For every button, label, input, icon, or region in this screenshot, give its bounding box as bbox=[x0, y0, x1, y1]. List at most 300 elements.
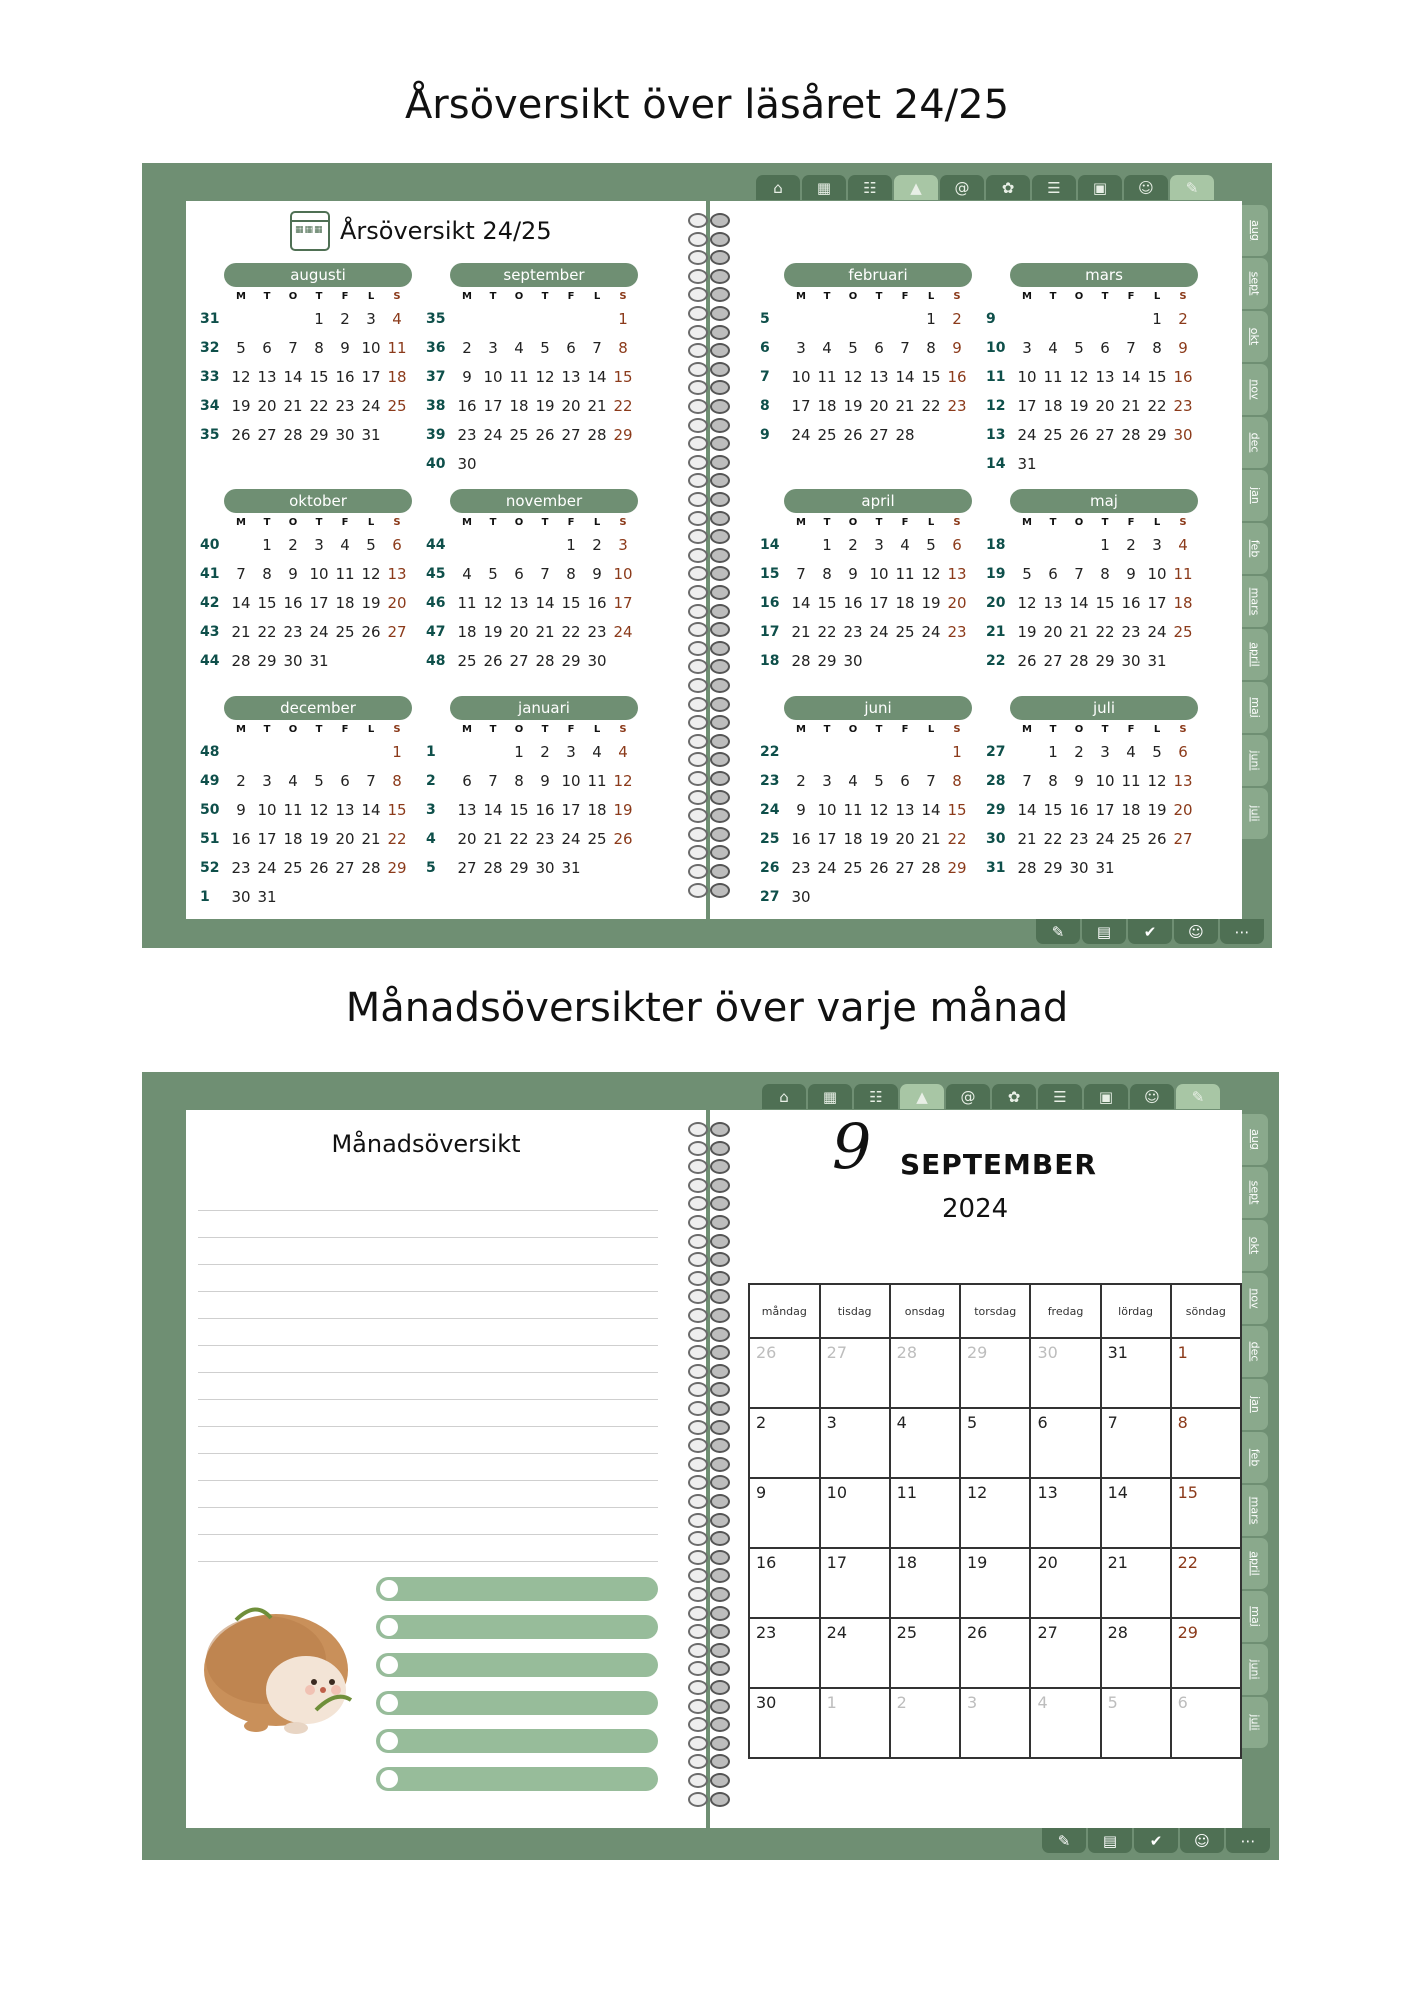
day-cell[interactable]: 13 bbox=[947, 565, 967, 583]
side-tab-april[interactable] bbox=[1242, 1538, 1268, 1589]
day-cell[interactable]: 21 bbox=[361, 830, 381, 848]
day-cell[interactable] bbox=[584, 305, 610, 334]
calendar-day-cell[interactable]: 12 bbox=[960, 1478, 1030, 1548]
note-line[interactable] bbox=[198, 1507, 658, 1508]
day-cell[interactable]: 12 bbox=[843, 368, 863, 386]
day-cell[interactable]: 12 bbox=[869, 801, 889, 819]
day-cell[interactable]: 28 bbox=[921, 859, 941, 877]
day-cell[interactable] bbox=[892, 305, 918, 334]
day-cell[interactable]: 17 bbox=[1095, 801, 1115, 819]
day-cell[interactable]: 2 bbox=[1126, 536, 1136, 554]
calendar-day-cell[interactable]: 6 bbox=[1171, 1688, 1241, 1758]
day-cell[interactable]: 12 bbox=[613, 772, 633, 790]
day-cell[interactable]: 10 bbox=[1095, 772, 1115, 790]
day-cell[interactable]: 19 bbox=[309, 830, 329, 848]
day-cell[interactable]: 21 bbox=[791, 623, 811, 641]
day-cell[interactable]: 29 bbox=[613, 426, 633, 444]
day-cell[interactable]: 9 bbox=[340, 339, 350, 357]
day-cell[interactable]: 15 bbox=[1043, 801, 1063, 819]
day-cell[interactable]: 1 bbox=[1048, 743, 1058, 761]
day-cell[interactable]: 10 bbox=[791, 368, 811, 386]
planning-icon[interactable]: ☷ bbox=[848, 175, 892, 200]
day-cell[interactable] bbox=[944, 883, 970, 912]
day-cell[interactable]: 18 bbox=[509, 397, 529, 415]
day-cell[interactable]: 4 bbox=[900, 536, 910, 554]
print-icon[interactable]: ▤ bbox=[1082, 919, 1126, 944]
month-header[interactable]: juli bbox=[1010, 696, 1198, 720]
home-icon[interactable]: ⌂ bbox=[756, 175, 800, 200]
day-cell[interactable]: 10 bbox=[561, 772, 581, 790]
day-cell[interactable]: 24 bbox=[361, 397, 381, 415]
day-cell[interactable]: 6 bbox=[874, 339, 884, 357]
calendar-day-cell[interactable]: 28 bbox=[890, 1338, 960, 1408]
notes-lines[interactable] bbox=[198, 1210, 658, 1588]
day-cell[interactable]: 10 bbox=[1147, 565, 1167, 583]
day-cell[interactable]: 5 bbox=[314, 772, 324, 790]
day-cell[interactable]: 22 bbox=[921, 397, 941, 415]
calendar-day-cell[interactable]: 20 bbox=[1030, 1548, 1100, 1618]
day-cell[interactable]: 1 bbox=[926, 310, 936, 328]
day-cell[interactable]: 25 bbox=[283, 859, 303, 877]
day-cell[interactable]: 17 bbox=[361, 368, 381, 386]
calendar-day-cell[interactable]: 29 bbox=[1171, 1618, 1241, 1688]
calendar-day-cell[interactable]: 29 bbox=[960, 1338, 1030, 1408]
day-cell[interactable]: 5 bbox=[540, 339, 550, 357]
day-cell[interactable]: 24 bbox=[483, 426, 503, 444]
day-cell[interactable]: 12 bbox=[1147, 772, 1167, 790]
day-cell[interactable]: 31 bbox=[561, 859, 581, 877]
day-cell[interactable]: 19 bbox=[921, 594, 941, 612]
day-cell[interactable]: 28 bbox=[1017, 859, 1037, 877]
day-cell[interactable]: 4 bbox=[1178, 536, 1188, 554]
day-cell[interactable] bbox=[384, 883, 410, 912]
side-tab-juni[interactable] bbox=[1242, 735, 1268, 786]
calendar-day-cell[interactable]: 30 bbox=[749, 1688, 820, 1758]
day-cell[interactable]: 26 bbox=[483, 652, 503, 670]
side-tab-aug[interactable] bbox=[1242, 1114, 1268, 1165]
day-cell[interactable]: 14 bbox=[361, 801, 381, 819]
day-cell[interactable] bbox=[1066, 531, 1092, 560]
home-icon[interactable]: ⌂ bbox=[762, 1084, 806, 1109]
day-cell[interactable] bbox=[332, 883, 358, 912]
note-line[interactable] bbox=[198, 1399, 658, 1400]
calendar-day-cell[interactable]: 8 bbox=[1171, 1408, 1241, 1478]
day-cell[interactable] bbox=[506, 531, 532, 560]
note-line[interactable] bbox=[198, 1210, 658, 1211]
day-cell[interactable]: 20 bbox=[257, 397, 277, 415]
note-line[interactable] bbox=[198, 1480, 658, 1481]
day-cell[interactable]: 23 bbox=[457, 426, 477, 444]
checklist-item[interactable] bbox=[376, 1729, 658, 1753]
day-cell[interactable] bbox=[480, 305, 506, 334]
day-cell[interactable]: 8 bbox=[314, 339, 324, 357]
day-cell[interactable]: 3 bbox=[1022, 339, 1032, 357]
day-cell[interactable]: 28 bbox=[587, 426, 607, 444]
day-cell[interactable]: 7 bbox=[926, 772, 936, 790]
day-cell[interactable] bbox=[280, 883, 306, 912]
day-cell[interactable]: 7 bbox=[1126, 339, 1136, 357]
day-cell[interactable]: 16 bbox=[587, 594, 607, 612]
month-header[interactable]: november bbox=[450, 489, 638, 513]
month-header[interactable]: december bbox=[224, 696, 412, 720]
day-cell[interactable] bbox=[454, 738, 480, 767]
day-cell[interactable]: 6 bbox=[340, 772, 350, 790]
day-cell[interactable]: 1 bbox=[314, 310, 324, 328]
day-cell[interactable] bbox=[814, 305, 840, 334]
day-cell[interactable] bbox=[1066, 305, 1092, 334]
day-cell[interactable]: 15 bbox=[947, 801, 967, 819]
day-cell[interactable]: 19 bbox=[231, 397, 251, 415]
day-cell[interactable] bbox=[306, 738, 332, 767]
note-line[interactable] bbox=[198, 1291, 658, 1292]
day-cell[interactable]: 4 bbox=[618, 743, 628, 761]
day-cell[interactable] bbox=[1144, 854, 1170, 883]
day-cell[interactable]: 16 bbox=[947, 368, 967, 386]
day-cell[interactable]: 8 bbox=[514, 772, 524, 790]
day-cell[interactable]: 17 bbox=[561, 801, 581, 819]
notes-icon[interactable]: ✎ bbox=[1042, 1828, 1086, 1853]
calendar-icon[interactable]: ▦ bbox=[808, 1084, 852, 1109]
day-cell[interactable]: 17 bbox=[817, 830, 837, 848]
day-cell[interactable]: 19 bbox=[1017, 623, 1037, 641]
day-cell[interactable]: 1 bbox=[1152, 310, 1162, 328]
day-cell[interactable]: 30 bbox=[1069, 859, 1089, 877]
day-cell[interactable]: 12 bbox=[1017, 594, 1037, 612]
day-cell[interactable] bbox=[280, 305, 306, 334]
calendar-day-cell[interactable]: 3 bbox=[960, 1688, 1030, 1758]
day-cell[interactable]: 13 bbox=[457, 801, 477, 819]
day-cell[interactable]: 4 bbox=[1048, 339, 1058, 357]
month-header[interactable]: september bbox=[450, 263, 638, 287]
day-cell[interactable]: 2 bbox=[848, 536, 858, 554]
day-cell[interactable]: 30 bbox=[1173, 426, 1193, 444]
day-cell[interactable]: 30 bbox=[335, 426, 355, 444]
calendar-day-cell[interactable]: 23 bbox=[749, 1618, 820, 1688]
day-cell[interactable] bbox=[506, 450, 532, 479]
day-cell[interactable]: 13 bbox=[1095, 368, 1115, 386]
day-cell[interactable]: 28 bbox=[231, 652, 251, 670]
side-tab-dec[interactable] bbox=[1242, 1326, 1268, 1377]
group-icon[interactable]: ✿ bbox=[992, 1084, 1036, 1109]
day-cell[interactable] bbox=[866, 647, 892, 676]
day-cell[interactable] bbox=[480, 531, 506, 560]
day-cell[interactable]: 26 bbox=[535, 426, 555, 444]
day-cell[interactable]: 14 bbox=[1069, 594, 1089, 612]
day-cell[interactable]: 23 bbox=[231, 859, 251, 877]
day-cell[interactable]: 15 bbox=[1147, 368, 1167, 386]
day-cell[interactable]: 26 bbox=[1017, 652, 1037, 670]
calendar-day-cell[interactable]: 14 bbox=[1101, 1478, 1171, 1548]
day-cell[interactable]: 1 bbox=[952, 743, 962, 761]
day-cell[interactable]: 18 bbox=[843, 830, 863, 848]
day-cell[interactable]: 10 bbox=[613, 565, 633, 583]
day-cell[interactable]: 18 bbox=[817, 397, 837, 415]
day-cell[interactable]: 1 bbox=[262, 536, 272, 554]
timetable-icon[interactable]: ☰ bbox=[1032, 175, 1076, 200]
day-cell[interactable]: 11 bbox=[1043, 368, 1063, 386]
day-cell[interactable]: 1 bbox=[618, 310, 628, 328]
month-header[interactable]: mars bbox=[1010, 263, 1198, 287]
day-cell[interactable]: 25 bbox=[457, 652, 477, 670]
day-cell[interactable]: 11 bbox=[457, 594, 477, 612]
print-icon[interactable]: ▤ bbox=[1088, 1828, 1132, 1853]
day-cell[interactable]: 30 bbox=[843, 652, 863, 670]
day-cell[interactable]: 3 bbox=[1152, 536, 1162, 554]
day-cell[interactable] bbox=[788, 738, 814, 767]
timetable-icon[interactable]: ☰ bbox=[1038, 1084, 1082, 1109]
day-cell[interactable]: 5 bbox=[236, 339, 246, 357]
day-cell[interactable]: 13 bbox=[561, 368, 581, 386]
day-cell[interactable]: 13 bbox=[895, 801, 915, 819]
side-tab-nov[interactable] bbox=[1242, 364, 1268, 415]
day-cell[interactable]: 13 bbox=[387, 565, 407, 583]
month-header[interactable]: oktober bbox=[224, 489, 412, 513]
graduation-icon[interactable]: ▲ bbox=[894, 175, 938, 200]
day-cell[interactable]: 8 bbox=[822, 565, 832, 583]
day-cell[interactable] bbox=[918, 421, 944, 450]
day-cell[interactable]: 8 bbox=[618, 339, 628, 357]
checklist-item[interactable] bbox=[376, 1615, 658, 1639]
calendar-day-cell[interactable]: 24 bbox=[820, 1618, 890, 1688]
day-cell[interactable] bbox=[1118, 450, 1144, 479]
day-cell[interactable]: 19 bbox=[361, 594, 381, 612]
day-cell[interactable]: 16 bbox=[1173, 368, 1193, 386]
day-cell[interactable]: 24 bbox=[1017, 426, 1037, 444]
day-cell[interactable]: 23 bbox=[335, 397, 355, 415]
day-cell[interactable]: 26 bbox=[613, 830, 633, 848]
day-cell[interactable]: 26 bbox=[1069, 426, 1089, 444]
day-cell[interactable]: 23 bbox=[843, 623, 863, 641]
day-cell[interactable]: 5 bbox=[366, 536, 376, 554]
day-cell[interactable] bbox=[228, 738, 254, 767]
day-cell[interactable]: 3 bbox=[366, 310, 376, 328]
day-cell[interactable]: 3 bbox=[566, 743, 576, 761]
side-tab-mars[interactable] bbox=[1242, 576, 1268, 627]
day-cell[interactable]: 24 bbox=[791, 426, 811, 444]
day-cell[interactable]: 20 bbox=[1173, 801, 1193, 819]
email-icon[interactable]: @ bbox=[940, 175, 984, 200]
day-cell[interactable]: 16 bbox=[457, 397, 477, 415]
day-cell[interactable]: 22 bbox=[561, 623, 581, 641]
day-cell[interactable]: 9 bbox=[236, 801, 246, 819]
day-cell[interactable]: 16 bbox=[283, 594, 303, 612]
day-cell[interactable]: 21 bbox=[283, 397, 303, 415]
day-cell[interactable]: 2 bbox=[462, 339, 472, 357]
planning-icon[interactable]: ☷ bbox=[854, 1084, 898, 1109]
calendar-day-cell[interactable]: 19 bbox=[960, 1548, 1030, 1618]
day-cell[interactable]: 17 bbox=[483, 397, 503, 415]
day-cell[interactable] bbox=[454, 531, 480, 560]
day-cell[interactable]: 6 bbox=[1048, 565, 1058, 583]
day-cell[interactable]: 28 bbox=[1069, 652, 1089, 670]
day-cell[interactable]: 26 bbox=[231, 426, 251, 444]
day-cell[interactable]: 3 bbox=[822, 772, 832, 790]
calendar-day-cell[interactable]: 1 bbox=[820, 1688, 890, 1758]
day-cell[interactable] bbox=[384, 421, 410, 450]
month-header[interactable]: april bbox=[784, 489, 972, 513]
side-tab-feb[interactable] bbox=[1242, 523, 1268, 574]
day-cell[interactable]: 27 bbox=[257, 426, 277, 444]
day-cell[interactable] bbox=[558, 305, 584, 334]
day-cell[interactable]: 15 bbox=[561, 594, 581, 612]
day-cell[interactable]: 13 bbox=[869, 368, 889, 386]
side-tab-juli[interactable] bbox=[1242, 788, 1268, 839]
day-cell[interactable]: 16 bbox=[535, 801, 555, 819]
day-cell[interactable]: 22 bbox=[387, 830, 407, 848]
day-cell[interactable]: 15 bbox=[309, 368, 329, 386]
day-cell[interactable] bbox=[944, 647, 970, 676]
day-cell[interactable]: 15 bbox=[387, 801, 407, 819]
day-cell[interactable]: 24 bbox=[817, 859, 837, 877]
day-cell[interactable]: 2 bbox=[952, 310, 962, 328]
day-cell[interactable] bbox=[840, 738, 866, 767]
calendar-day-cell[interactable]: 10 bbox=[820, 1478, 890, 1548]
day-cell[interactable]: 25 bbox=[843, 859, 863, 877]
calendar-day-cell[interactable]: 2 bbox=[890, 1688, 960, 1758]
day-cell[interactable]: 14 bbox=[231, 594, 251, 612]
day-cell[interactable]: 6 bbox=[900, 772, 910, 790]
day-cell[interactable]: 31 bbox=[1147, 652, 1167, 670]
day-cell[interactable]: 9 bbox=[952, 339, 962, 357]
day-cell[interactable] bbox=[228, 305, 254, 334]
calendar-day-cell[interactable]: 27 bbox=[820, 1338, 890, 1408]
day-cell[interactable]: 28 bbox=[1121, 426, 1141, 444]
day-cell[interactable]: 6 bbox=[566, 339, 576, 357]
day-cell[interactable]: 14 bbox=[283, 368, 303, 386]
day-cell[interactable]: 10 bbox=[817, 801, 837, 819]
side-tab-april[interactable] bbox=[1242, 629, 1268, 680]
day-cell[interactable]: 20 bbox=[869, 397, 889, 415]
day-cell[interactable]: 24 bbox=[869, 623, 889, 641]
day-cell[interactable]: 3 bbox=[262, 772, 272, 790]
day-cell[interactable]: 18 bbox=[457, 623, 477, 641]
day-cell[interactable]: 20 bbox=[561, 397, 581, 415]
day-cell[interactable]: 9 bbox=[1126, 565, 1136, 583]
day-cell[interactable]: 12 bbox=[921, 565, 941, 583]
day-cell[interactable]: 30 bbox=[535, 859, 555, 877]
calendar-day-cell[interactable]: 18 bbox=[890, 1548, 960, 1618]
day-cell[interactable]: 29 bbox=[1147, 426, 1167, 444]
calendar-day-cell[interactable]: 7 bbox=[1101, 1408, 1171, 1478]
graduation-icon[interactable]: ▲ bbox=[900, 1084, 944, 1109]
day-cell[interactable]: 1 bbox=[392, 743, 402, 761]
calendar-day-cell[interactable]: 25 bbox=[890, 1618, 960, 1688]
day-cell[interactable]: 11 bbox=[587, 772, 607, 790]
day-cell[interactable]: 2 bbox=[340, 310, 350, 328]
day-cell[interactable]: 14 bbox=[483, 801, 503, 819]
day-cell[interactable]: 7 bbox=[236, 565, 246, 583]
day-cell[interactable]: 18 bbox=[895, 594, 915, 612]
day-cell[interactable]: 24 bbox=[561, 830, 581, 848]
calendar-day-cell[interactable]: 2 bbox=[749, 1408, 820, 1478]
day-cell[interactable]: 29 bbox=[309, 426, 329, 444]
day-cell[interactable] bbox=[584, 854, 610, 883]
day-cell[interactable]: 9 bbox=[1074, 772, 1084, 790]
day-cell[interactable]: 16 bbox=[791, 830, 811, 848]
day-cell[interactable]: 25 bbox=[335, 623, 355, 641]
day-cell[interactable]: 27 bbox=[561, 426, 581, 444]
day-cell[interactable]: 27 bbox=[457, 859, 477, 877]
day-cell[interactable]: 27 bbox=[335, 859, 355, 877]
note-line[interactable] bbox=[198, 1345, 658, 1346]
day-cell[interactable]: 30 bbox=[791, 888, 811, 906]
day-cell[interactable]: 24 bbox=[1147, 623, 1167, 641]
side-tab-juni[interactable] bbox=[1242, 1644, 1268, 1695]
day-cell[interactable]: 29 bbox=[1043, 859, 1063, 877]
month-header[interactable]: januari bbox=[450, 696, 638, 720]
day-cell[interactable]: 29 bbox=[947, 859, 967, 877]
day-cell[interactable]: 23 bbox=[791, 859, 811, 877]
day-cell[interactable]: 19 bbox=[1147, 801, 1167, 819]
day-cell[interactable]: 11 bbox=[817, 368, 837, 386]
day-cell[interactable]: 29 bbox=[257, 652, 277, 670]
day-cell[interactable] bbox=[1170, 450, 1196, 479]
calendar-day-cell[interactable]: 4 bbox=[1030, 1688, 1100, 1758]
day-cell[interactable] bbox=[1118, 854, 1144, 883]
day-cell[interactable]: 26 bbox=[869, 859, 889, 877]
day-cell[interactable] bbox=[584, 450, 610, 479]
day-cell[interactable]: 24 bbox=[257, 859, 277, 877]
day-cell[interactable]: 29 bbox=[817, 652, 837, 670]
note-line[interactable] bbox=[198, 1237, 658, 1238]
day-cell[interactable]: 13 bbox=[509, 594, 529, 612]
day-cell[interactable] bbox=[1040, 305, 1066, 334]
day-cell[interactable]: 19 bbox=[869, 830, 889, 848]
day-cell[interactable] bbox=[384, 647, 410, 676]
day-cell[interactable] bbox=[918, 883, 944, 912]
calendar-day-cell[interactable]: 9 bbox=[749, 1478, 820, 1548]
note-line[interactable] bbox=[198, 1534, 658, 1535]
day-cell[interactable]: 6 bbox=[952, 536, 962, 554]
day-cell[interactable]: 22 bbox=[509, 830, 529, 848]
day-cell[interactable]: 12 bbox=[535, 368, 555, 386]
day-cell[interactable]: 14 bbox=[535, 594, 555, 612]
day-cell[interactable]: 9 bbox=[288, 565, 298, 583]
side-tab-feb[interactable] bbox=[1242, 1432, 1268, 1483]
day-cell[interactable]: 23 bbox=[1173, 397, 1193, 415]
day-cell[interactable]: 12 bbox=[231, 368, 251, 386]
calendar-day-cell[interactable]: 6 bbox=[1030, 1408, 1100, 1478]
calendar-day-cell[interactable]: 1 bbox=[1171, 1338, 1241, 1408]
day-cell[interactable]: 30 bbox=[457, 455, 477, 473]
day-cell[interactable]: 12 bbox=[483, 594, 503, 612]
checklist-item[interactable] bbox=[376, 1577, 658, 1601]
day-cell[interactable]: 31 bbox=[257, 888, 277, 906]
day-cell[interactable]: 7 bbox=[592, 339, 602, 357]
day-cell[interactable]: 28 bbox=[283, 426, 303, 444]
day-cell[interactable]: 14 bbox=[587, 368, 607, 386]
day-cell[interactable]: 26 bbox=[309, 859, 329, 877]
day-cell[interactable]: 11 bbox=[335, 565, 355, 583]
day-cell[interactable]: 2 bbox=[236, 772, 246, 790]
day-cell[interactable]: 5 bbox=[874, 772, 884, 790]
day-cell[interactable] bbox=[610, 647, 636, 676]
day-cell[interactable]: 25 bbox=[387, 397, 407, 415]
day-cell[interactable] bbox=[480, 450, 506, 479]
day-cell[interactable]: 9 bbox=[848, 565, 858, 583]
day-cell[interactable] bbox=[1092, 450, 1118, 479]
day-cell[interactable]: 30 bbox=[283, 652, 303, 670]
calendar-day-cell[interactable]: 5 bbox=[960, 1408, 1030, 1478]
day-cell[interactable] bbox=[358, 883, 384, 912]
day-cell[interactable] bbox=[532, 305, 558, 334]
calendar-day-cell[interactable]: 13 bbox=[1030, 1478, 1100, 1548]
day-cell[interactable]: 25 bbox=[1043, 426, 1063, 444]
day-cell[interactable]: 14 bbox=[791, 594, 811, 612]
side-tab-sept[interactable] bbox=[1242, 258, 1268, 309]
calendar-day-cell[interactable]: 16 bbox=[749, 1548, 820, 1618]
day-cell[interactable]: 1 bbox=[1100, 536, 1110, 554]
